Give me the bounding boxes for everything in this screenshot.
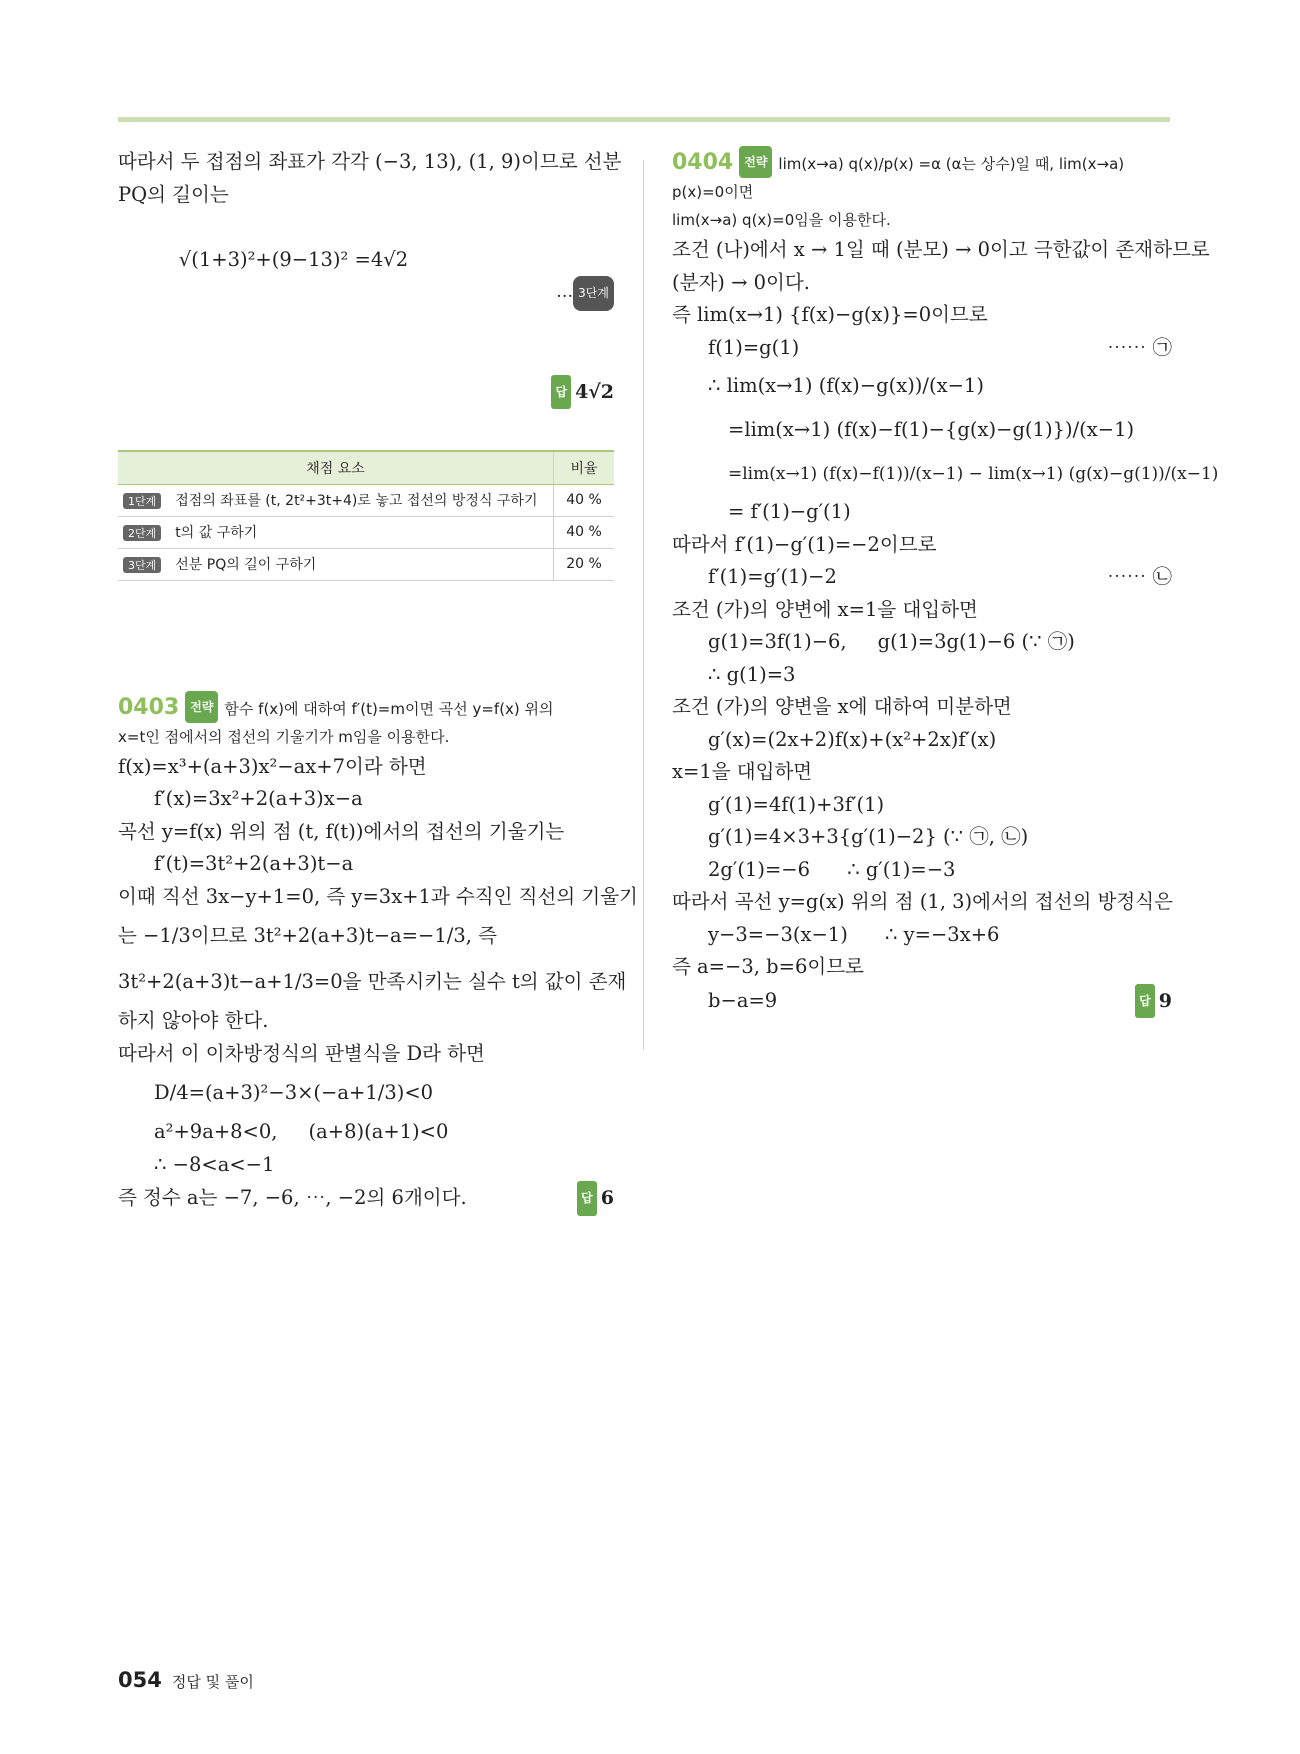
solution-line: 조건 (가)의 양변에 x=1을 대입하면 xyxy=(672,597,978,621)
solution-line: 3t²+2(a+3)t−a+1/3=0을 만족시키는 실수 t의 값이 존재 xyxy=(118,970,627,993)
scoring-table xyxy=(118,450,614,581)
strategy-text-1: lim(x→a) q(x)/p(x) =α (α는 상수)일 때, lim(x→a) p(x)=0이면 xyxy=(672,155,1125,201)
page-number: 054 xyxy=(118,1668,162,1692)
solution-line: a²+9a+8<0, (a+8)(a+1)<0 xyxy=(154,1120,449,1143)
strategy-text-1: 함수 f(x)에 대하여 f′(t)=m이면 곡선 y=f(x) 위의 xyxy=(224,699,554,718)
solution-line: 곡선 y=f(x) 위의 점 (t, f(t))에서의 접선의 기울기는 xyxy=(118,819,565,843)
intro-line-2: PQ의 길이는 xyxy=(118,182,229,206)
strategy-badge: 전략 xyxy=(739,146,772,178)
solution-line: f′(x)=3x²+2(a+3)x−a xyxy=(154,787,363,810)
strategy-badge: 전략 xyxy=(185,691,218,723)
answer-badge: 답 xyxy=(551,375,571,410)
solution-line: 즉 a=−3, b=6이므로 xyxy=(672,955,864,978)
left-column xyxy=(118,146,638,1216)
solution-line: ∴ g(1)=3 xyxy=(708,662,796,686)
solution-line: y−3=−3(x−1) ∴ y=−3x+6 xyxy=(708,922,1000,946)
solution-line: = f′(1)−g′(1) xyxy=(728,500,851,523)
solution-line: g′(x)=(2x+2)f(x)+(x²+2x)f′(x) xyxy=(708,727,997,751)
column-divider xyxy=(643,160,644,1050)
strategy-text-2: lim(x→a) q(x)=0임을 이용한다. xyxy=(672,211,891,229)
solution-line: 조건 (가)의 양변을 x에 대하여 미분하면 xyxy=(672,695,1012,718)
solution-line: =lim(x→1) (f(x)−f(1))/(x−1) − lim(x→1) (g(x)−g(1))/(x−1) xyxy=(728,464,1219,484)
criteria-text: 선분 PQ의 길이 구하기 xyxy=(175,557,317,573)
criteria-text: t의 값 구하기 xyxy=(175,525,258,541)
solution-line: 하지 않아야 한다. xyxy=(118,1009,269,1032)
solution-line: f(x)=x³+(a+3)x²−ax+7이라 하면 xyxy=(118,754,427,778)
answer-value: 9 xyxy=(1158,989,1172,1012)
scoring-header-criteria: 채점 요소 xyxy=(118,451,554,485)
answer-value: 4√2 xyxy=(575,380,614,403)
answer-value: 6 xyxy=(600,1187,614,1209)
equation-tagged-1 xyxy=(672,332,1172,365)
solution-line: =lim(x→1) (f(x)−f(1)−{g(x)−g(1)})/(x−1) xyxy=(728,418,1135,441)
solution-line: g′(1)=4×3+3{g′(1)−2} (∵ ㉠, ㉡) xyxy=(708,825,1029,848)
right-column xyxy=(672,146,1219,1018)
problem-number: 0403 xyxy=(118,694,180,720)
problem-0403 xyxy=(118,691,638,1216)
solution-line: 따라서 곡선 y=g(x) 위의 점 (1, 3)에서의 접선의 방정식은 xyxy=(672,890,1173,913)
solution-line: 2g′(1)=−6 ∴ g′(1)=−3 xyxy=(708,857,956,881)
solution-line: (분자) → 0이다. xyxy=(672,270,810,294)
pq-length-calc xyxy=(118,211,614,341)
step3-badge: 3단계 xyxy=(573,276,614,311)
solution-line: ∴ lim(x→1) (f(x)−g(x))/(x−1) xyxy=(708,374,984,397)
top-rule xyxy=(118,117,1170,122)
footer-label: 정답 및 풀이 xyxy=(171,1673,254,1691)
solution-line: 조건 (나)에서 x → 1일 때 (분모) → 0이고 극한값이 존재하므로 xyxy=(672,238,1210,261)
solution-line: g(1)=3f(1)−6, g(1)=3g(1)−6 (∵ ㉠) xyxy=(708,630,1075,653)
ratio-cell: 40 % xyxy=(554,516,615,548)
solution-line: g′(1)=4f(1)+3f′(1) xyxy=(708,792,885,816)
equation-tag: ⋯⋯ ㉠ xyxy=(1107,335,1172,359)
table-row xyxy=(118,548,614,580)
solution-line: b−a=9 xyxy=(708,988,778,1012)
answer-badge: 답 xyxy=(1135,984,1155,1019)
step-chip: 3단계 xyxy=(123,557,161,573)
criteria-text: 접점의 좌표를 (t, 2t²+3t+4)로 놓고 접선의 방정식 구하기 xyxy=(175,493,538,509)
solution-line: 이때 직선 3x−y+1=0, 즉 y=3x+1과 수직인 직선의 기울기 xyxy=(118,884,638,908)
table-row xyxy=(118,484,614,516)
step-chip: 2단계 xyxy=(123,525,161,541)
final-line-0404 xyxy=(672,984,1172,1019)
solution-line: 따라서 이 이차방정식의 판별식을 D라 하면 xyxy=(118,1041,485,1065)
problem-number: 0404 xyxy=(672,150,734,175)
table-row xyxy=(118,516,614,548)
ratio-cell: 20 % xyxy=(554,548,615,580)
solution-line: x=1을 대입하면 xyxy=(672,760,813,783)
final-line-0403 xyxy=(118,1181,614,1216)
solution-line: f(1)=g(1) xyxy=(708,335,800,359)
solution-line: 따라서 f′(1)−g′(1)=−2이므로 xyxy=(672,532,937,556)
equation-tagged-2 xyxy=(672,561,1172,594)
equation-tag: ⋯⋯ ㉡ xyxy=(1107,565,1172,588)
strategy-text-2: x=t인 점에서의 접선의 기울기가 m임을 이용한다. xyxy=(118,727,450,746)
solution-line: 는 −1/3이므로 3t²+2(a+3)t−a=−1/3, 즉 xyxy=(118,924,497,947)
scoring-header-ratio: 비율 xyxy=(554,451,615,485)
page-footer xyxy=(118,1668,254,1692)
solution-line: f′(1)=g′(1)−2 xyxy=(708,565,837,588)
ratio-cell: 40 % xyxy=(554,484,615,516)
solution-line: D/4=(a+3)²−3×(−a+1/3)<0 xyxy=(154,1081,434,1104)
calc-dots: … xyxy=(556,282,574,302)
pq-calc-expression: √(1+3)²+(9−13)² =4√2 xyxy=(178,247,409,271)
solution-line: ∴ −8<a<−1 xyxy=(154,1152,275,1176)
answer-402 xyxy=(118,341,614,442)
calc-tag xyxy=(556,276,614,311)
answer-badge: 답 xyxy=(577,1181,597,1216)
solution-line: 즉 정수 a는 −7, −6, ⋯, −2의 6개이다. xyxy=(118,1186,467,1209)
step-chip: 1단계 xyxy=(123,493,161,509)
intro-line-1: 따라서 두 접점의 좌표가 각각 (−3, 13), (1, 9)이므로 선분 xyxy=(118,150,622,173)
solution-line: 즉 lim(x→1) {f(x)−g(x)}=0이므로 xyxy=(672,303,988,326)
solution-line: f′(t)=3t²+2(a+3)t−a xyxy=(154,852,354,875)
